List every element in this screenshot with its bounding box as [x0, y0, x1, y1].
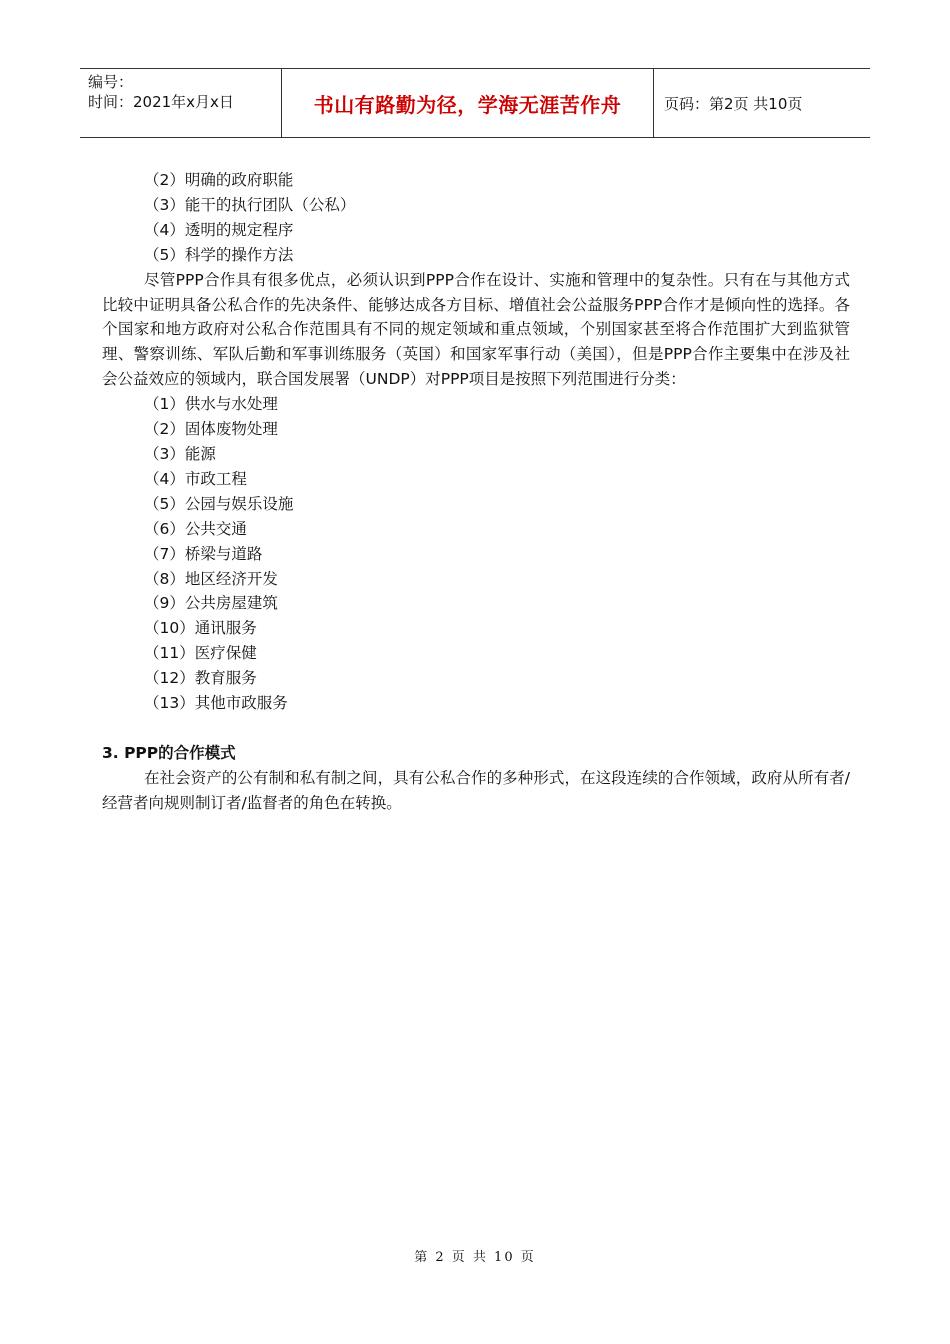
list-item: （12）教育服务: [144, 669, 257, 688]
list-item: （7）桥梁与道路: [144, 544, 263, 563]
header-motto: 书山有路勤为径，学海无涯苦作舟: [313, 92, 622, 117]
body-paragraph: 尽管PPP合作具有很多优点，必须认识到PPP合作在设计、实施和管理中的复杂性。只有在与其他方式比较中证明具备公私合作的先决条件、能够达成各方目标、增值社会公益服务PPP合作才是倾向性的选择。各个国家和地方政府对公私合作范围具有不同的规定领域和重点领域，个别国家甚至将合作范围扩大到监狱管理、警察训练、军队后勤和军事训练服务（英国）和国家军事行动（美国），但是PPP合作主要集中在涉及社会公益效应的领域内，联合国发展署（UNDP）对PPP项目是按照下列范围进行分类：: [102, 270, 850, 389]
list-item: （5）科学的操作方法: [144, 245, 294, 264]
document-body: [102, 168, 850, 816]
header-meta-cell: [80, 69, 282, 137]
document-time-label: 时间：2021年x月x日: [88, 93, 234, 111]
header-motto-cell: [282, 69, 654, 137]
list-item: （1）供水与水处理: [144, 395, 278, 414]
body-paragraph: 在社会资产的公有制和私有制之间，具有公私合作的多种形式，在这段连续的合作领域，政府从所有者/经营者向规则制订者/监督者的角色在转换。: [102, 768, 850, 812]
list-item: （11）医疗保健: [144, 644, 257, 663]
list-item: （8）地区经济开发: [144, 569, 278, 588]
list-item: （6）公共交通: [144, 519, 247, 538]
page-footer: 第 2 页 共 10 页: [414, 1250, 536, 1265]
page-header: [80, 68, 870, 138]
list-item: （13）其他市政服务: [144, 694, 288, 713]
section-heading: 3. PPP的合作模式: [102, 743, 236, 762]
list-item: （2）明确的政府职能: [144, 171, 294, 189]
document-number-label: 编号：: [88, 73, 134, 91]
list-item: （4）市政工程: [144, 469, 247, 488]
list-item: （9）公共房屋建筑: [144, 594, 278, 613]
header-page-cell: [654, 69, 870, 137]
list-item: （4）透明的规定程序: [144, 220, 294, 239]
list-item: （5）公园与娱乐设施: [144, 494, 294, 513]
list-item: （3）能源: [144, 444, 216, 463]
list-item: （10）通讯服务: [144, 619, 257, 638]
list-item: （2）固体废物处理: [144, 420, 278, 439]
header-page-number: 页码：第2页 共10页: [664, 94, 803, 113]
list-item: （3）能干的执行团队（公私）: [144, 195, 356, 214]
